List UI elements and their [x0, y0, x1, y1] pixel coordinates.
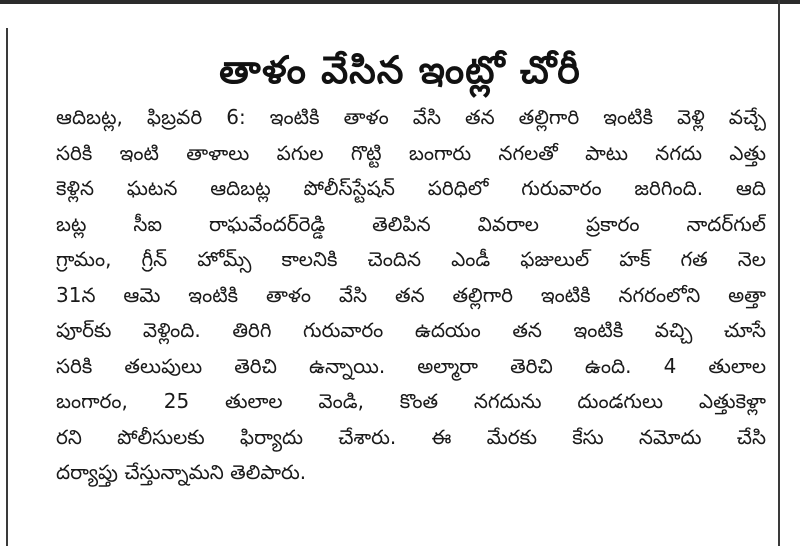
article-line: బట్ల సీఐ రాఘవేందర్‌రెడ్డి తెలిపిన వివరాల ప్రకారం నాదర్‌గుల్: [56, 211, 766, 236]
article-headline: తాళం వేసిన ఇంట్లో చోరీ: [219, 48, 581, 92]
article-line: పూర్‌కు వెళ్లింది. తిరిగి గురువారం ఉదయం తన ఇంటికి వచ్చి చూసే: [56, 318, 766, 342]
right-border-rule: [778, 0, 780, 546]
top-border-rule: [0, 0, 800, 4]
article-line: 31న ఆమె ఇంటికి తాళం వేసి తన తల్లిగారి ఇంటికి నగరంలోని అత్తా: [56, 282, 766, 307]
article-line: ఆదిబట్ల, ఫిబ్రవరి 6: ఇంటికి తాళం వేసి తన తల్లిగారి ఇంటికి వెళ్లి వచ్చే: [56, 105, 766, 129]
article-line: రని పోలీసులకు ఫిర్యాదు చేశారు. ఈ మేరకు కేసు నమోదు చేసి: [56, 424, 766, 449]
article-line: బంగారం, 25 తులాల వెండి, కొంత నగదును దుండగులు ఎత్తుకెళ్లా: [56, 389, 766, 413]
left-border-rule: [6, 28, 8, 546]
article-line: దర్యాప్తు చేస్తున్నామని తెలిపారు.: [56, 460, 307, 484]
article-body: [56, 100, 766, 491]
article-line: సరికి తలుపులు తెరిచి ఉన్నాయి. అల్మారా తెరిచి ఉంది. 4 తులాల: [56, 353, 766, 378]
article-line: కెళ్లిన ఘటన ఆదిబట్ల పోలీస్‌స్టేషన్ పరిధిలో గురువారం జరిగింది. ఆది: [56, 176, 766, 200]
article-line: గ్రామం, గ్రీన్ హోమ్స్ కాలనికి చెందిన ఎండీ ఫజులుల్ హక్ గత నెల: [56, 247, 766, 271]
article-line: సరికి ఇంటి తాళాలు పగుల గొట్టి బంగారు నగలతో పాటు నగదు ఎత్తు: [56, 140, 766, 165]
